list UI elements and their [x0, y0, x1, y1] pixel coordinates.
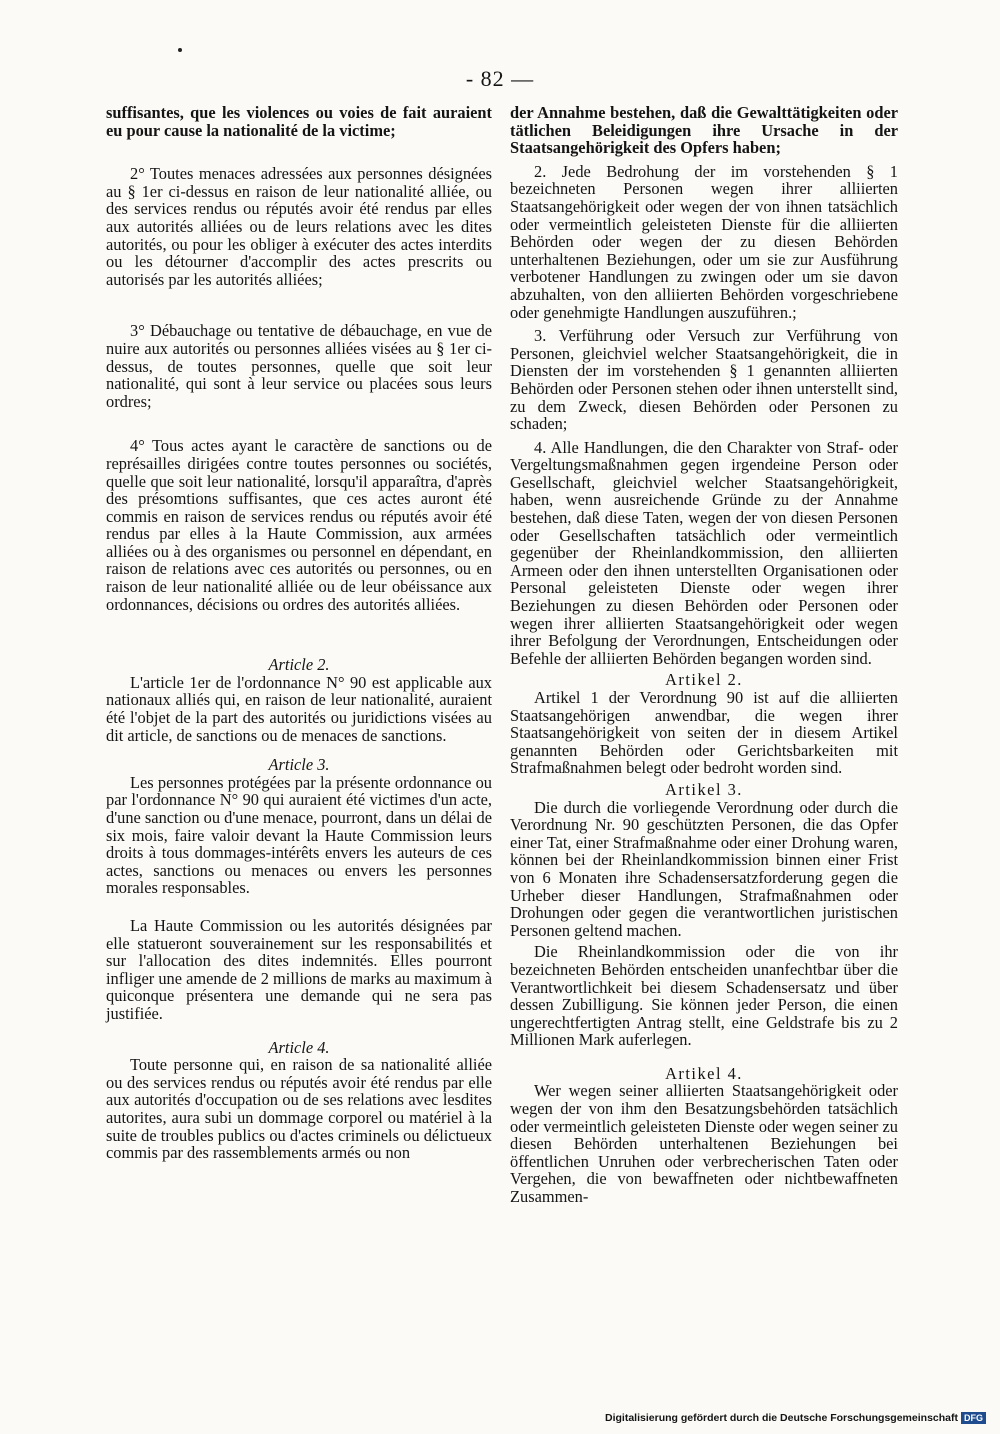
page-number: - 82 —	[465, 66, 535, 91]
french-article-4-title: Article 4.	[268, 1037, 330, 1057]
french-column	[106, 104, 492, 1162]
german-article-3-text-1: Die durch die vorliegende Verordnung oder durch die Verordnung Nr. 90 geschützten Personen, die das Opfer einer Tat, einer Strafmaßnahme oder einer Drohung waren, können bei der Rheinlandkommission binnen einer Frist von 6 Monaten ihre Schadensersatzforderung gegen die Urheber dieser Handlungen, Strafmaßnahmen oder Drohungen oder gegen die verantwortlichen juristischen Personen geltend machen.	[510, 797, 898, 940]
german-column	[510, 104, 898, 1206]
french-paragraph-2: 2° Toutes menaces adressées aux personnes désignées au § 1er ci-dessus en raison de leur nationalité alliée, ou des services rendus ou réputés avoir été rendus par elles aux autorités alliées ou de leurs relations avec les dites autorités, ou pour les obliger à exécuter des actes interdits ou les détourner d'accomplir des actes prescrits ou autorisés par les autorités alliées;	[106, 164, 492, 289]
german-article-2-text: Artikel 1 der Verordnung 90 ist auf die alliierten Staatsangehörigen anwendbar, die wegen ihrer Staatsangehörigkeit von seiten der in diesem Artikel genannten Behörden oder Gerichtsbarkeiten mit Strafmaßnahmen belegt oder bedroht worden sind.	[510, 688, 898, 778]
french-paragraph-1: suffisantes, que les violences ou voies de fait auraient eu pour cause la nationalité de la victime;	[106, 103, 492, 140]
german-paragraph-1: der Annahme bestehen, daß die Gewalttätigkeiten oder tätlichen Beleidigungen ihre Ursache in der Staatsangehörigkeit des Opfers haben;	[510, 103, 898, 158]
german-paragraph-4: 4. Alle Handlungen, die den Charakter von Straf- oder Vergeltungsmaßnahmen gegen irgendeine Person oder Gesellschaft, gleichviel welcher Staatsangehörigkeit, haben, wenn ausreichende Gründe zu der Annahme bestehen, daß diese Taten, wegen der von diesen Personen oder Gesellschaften tatsächlich oder vermeintlich gegenüber der Rheinlandkommission, den alliierten Armeen oder den ihnen unterstellten Organisationen oder Personal geleisteten Dienste oder wegen ihrer Beziehungen zu diesen Behörden oder Personen oder wegen ihrer alliierten Staatsangehörigkeit oder wegen ihrer Befolgung der Verordnungen, Entscheidungen oder Befehle der alliierten Behörden begangen worden sind.	[510, 437, 898, 668]
german-article-2-title: Artikel 2.	[665, 670, 743, 690]
german-article-4-text: Wer wegen seiner alliierten Staatsangehörigkeit oder wegen der von ihm den Besatzungsbehörden tatsächlich oder vermeintlich geleisteten Dienste oder wegen seiner zu diesen Behörden unterhaltenen Beziehungen bei öffentlichen Unruhen oder verbrecherischen Taten oder Vergehen, die von bewaffneten oder nichtbewaffneten Zusammen-	[510, 1081, 898, 1207]
french-article-4-text: Toute personne qui, en raison de sa nationalité alliée ou des services rendus ou réputés avoir été rendus par elle aux autorités d'occupation ou de ses relations avec lesdites autorites, aura subi un dommage corporel ou matériel à la suite de troubles publics ou d'actes criminels ou délictueux commis par des rassemblements armés ou non	[106, 1055, 492, 1163]
dfg-logo: DFG	[961, 1412, 986, 1424]
digitization-footer	[605, 1412, 986, 1424]
footer-text: Digitalisierung gefördert durch die Deutsche Forschungsgemeinschaft	[605, 1412, 958, 1424]
german-article-3-text-2: Die Rheinlandkommission oder die von ihr bezeichneten Behörden entscheiden unanfechtbar über die Verantwortlichkeit bei diesem Schadensersatz und über dessen Zubilligung. Sie können jeder Person, die einen ungerechtfertigten Antrag stellt, eine Geldstrafe bis zu 2 Millionen Mark auferlegen.	[510, 942, 898, 1050]
german-paragraph-2: 2. Jede Bedrohung der im vorstehenden § 1 bezeichneten Personen wegen ihrer alliierten Staatsangehörigkeit oder wegen der von ihnen tatsächlich oder vermeintlich geleisteten Dienste für die alliierten Behörden oder wegen der zu diesen Behörden unterhaltenen Beziehungen, oder um sie zur Ausführung verbotener Handlungen zu zwingen oder um sie davon abzuhalten, von den alliierten Behörden vorgeschriebene oder genehmigte Handlungen auszuführen.;	[510, 161, 898, 322]
french-article-2-title: Article 2.	[268, 655, 330, 675]
french-paragraph-4: 4° Tous actes ayant le caractère de sanctions ou de représailles dirigées contre toutes personnes ou sociétés, quelle que soit leur nationalité, lorsqu'il apparaîtra, d'après des présomtions suffisantes, que ces actes auront été commis en raison de services rendus ou réputés avoir été rendus par elles à la Haute Commission, aux armées alliées ou à des organismes ou personnel en dépendant, en raison de relations avec ces autorités ou personnes, ou en raison de leur nationalité alliée ou de leur obéissance aux ordonnances, décisions ou ordres des autorités alliées.	[106, 436, 492, 614]
french-paragraph-3: 3° Débauchage ou tentative de débauchage, en vue de nuire aux autorités ou personnes alliées visées au § 1er ci-dessus, de toutes personnes, quelle que soit leur nationalité, qui sont à leur service ou placées sous leurs ordres;	[106, 321, 492, 411]
french-article-3-title: Article 3.	[268, 755, 330, 775]
german-article-4-title: Artikel 4.	[665, 1063, 743, 1083]
german-article-3-title: Artikel 3.	[665, 779, 743, 799]
german-paragraph-3: 3. Verführung oder Versuch zur Verführung von Personen, gleichviel welcher Staatsangehörigkeit, die in Diensten der im vorstehenden § 1 genannten alliierten Behörden oder Personen stehen oder ihnen unterstellt sind, zu dem Zweck, diesen Behörden oder Personen zu schaden;	[510, 326, 898, 434]
print-speck	[178, 48, 182, 52]
french-article-3-text-1: Les personnes protégées par la présente ordonnance ou par l'ordonnance N° 90 qui auraient été victimes d'un acte, d'une sanction ou d'une menace, pourront, dans un délai de six mois, faire valoir devant la Haute Commission leurs droits à tous dommages-intérêts envers les auteurs de ces actes, sanctions ou menaces ou envers les personnes morales responsables.	[106, 772, 492, 898]
french-article-3-text-2: La Haute Commission ou les autorités désignées par elle statueront souverainement sur les responsabilités et sur l'allocation des dites indemnités. Elles pourront infliger une amende de 2 millions de marks au maximum à quiconque présentera une demande qui ne sera pas justifiée.	[106, 915, 492, 1023]
french-article-2-text: L'article 1er de l'ordonnance N° 90 est applicable aux nationaux alliés qui, en raison de leur nationalité, auraient été l'objet de la part des autorités ou juridictions visées au dit article, de sanctions ou de menaces de sanctions.	[106, 672, 492, 745]
